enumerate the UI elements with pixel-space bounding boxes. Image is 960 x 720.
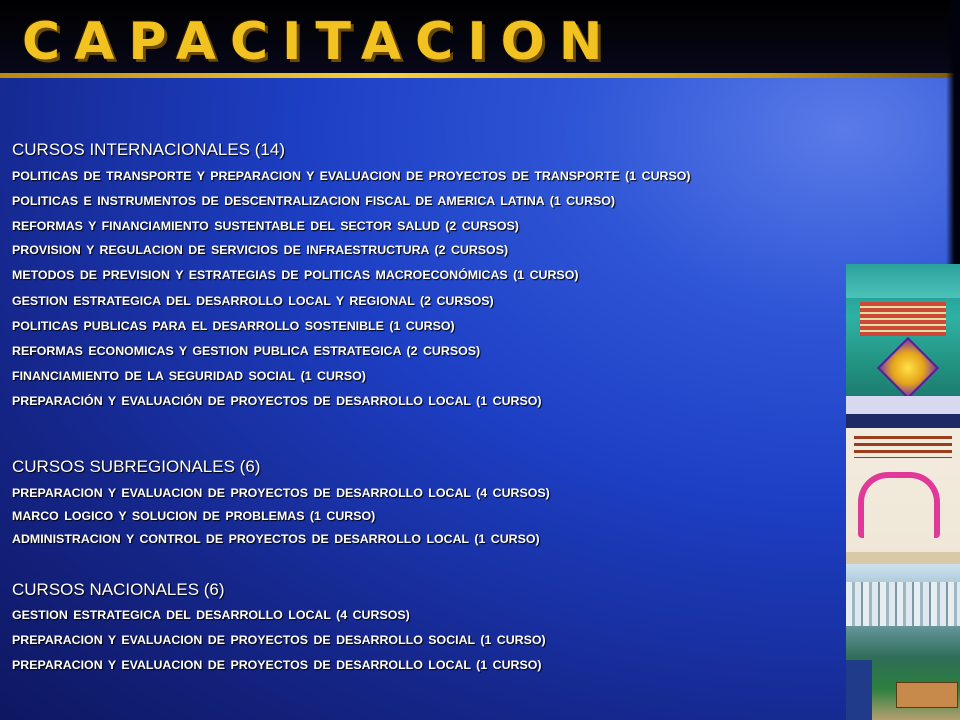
course-item: GESTION ESTRATEGICA DEL DESARROLLO LOCAL (4 CURSOS) bbox=[12, 608, 410, 622]
cover-title-art bbox=[854, 436, 952, 458]
cover-title-art bbox=[860, 302, 946, 336]
cover-emblem bbox=[877, 337, 939, 399]
section-heading-nacionales: CURSOS NACIONALES (6) bbox=[12, 580, 225, 599]
course-item: PREPARACION Y EVALUACION DE PROYECTOS DE DESARROLLO LOCAL (4 CURSOS) bbox=[12, 486, 550, 500]
cover-side-strip bbox=[846, 660, 872, 720]
course-item: MARCO LOGICO Y SOLUCION DE PROBLEMAS (1 CURSO) bbox=[12, 509, 376, 523]
course-item: FINANCIAMIENTO DE LA SEGURIDAD SOCIAL (1 CURSO) bbox=[12, 369, 366, 383]
course-item: REFORMAS Y FINANCIAMIENTO SUSTENTABLE DEL SECTOR SALUD (2 CURSOS) bbox=[12, 219, 519, 233]
course-item: PREPARACION Y EVALUACION DE PROYECTOS DE DESARROLLO SOCIAL (1 CURSO) bbox=[12, 633, 546, 647]
cover-emblem bbox=[858, 472, 940, 538]
book-cover-image-infraestructura bbox=[846, 414, 960, 564]
book-cover-image-descentralizacion bbox=[846, 264, 960, 414]
course-item: ADMINISTRACION Y CONTROL DE PROYECTOS DE DESARROLLO LOCAL (1 CURSO) bbox=[12, 532, 540, 546]
cover-header bbox=[846, 264, 960, 298]
slide-title: CAPACITACION bbox=[22, 12, 617, 72]
cover-footer bbox=[846, 396, 960, 414]
course-item: GESTION ESTRATEGICA DEL DESARROLLO LOCAL Y REGIONAL (2 CURSOS) bbox=[12, 294, 494, 308]
section-heading-internacionales: CURSOS INTERNACIONALES (14) bbox=[12, 140, 285, 159]
course-item: PREPARACION Y EVALUACION DE PROYECTOS DE DESARROLLO LOCAL (1 CURSO) bbox=[12, 658, 542, 672]
section-heading-subregionales: CURSOS SUBREGIONALES (6) bbox=[12, 457, 261, 476]
title-underline bbox=[0, 73, 960, 78]
course-item: POLITICAS DE TRANSPORTE Y PREPARACION Y EVALUACION DE PROYECTOS DE TRANSPORTE (1 CURSO) bbox=[12, 169, 691, 183]
cover-footer bbox=[846, 552, 960, 564]
course-item: PROVISION Y REGULACION DE SERVICIOS DE INFRAESTRUCTURA (2 CURSOS) bbox=[12, 243, 509, 257]
cover-city-skyline bbox=[846, 582, 960, 626]
course-item: REFORMAS ECONOMICAS Y GESTION PUBLICA ESTRATEGICA (2 CURSOS) bbox=[12, 344, 481, 358]
cover-header bbox=[846, 414, 960, 428]
course-item: PREPARACIÓN Y EVALUACIÓN DE PROYECTOS DE DESARROLLO LOCAL (1 CURSO) bbox=[12, 394, 542, 408]
course-item: POLITICAS PUBLICAS PARA EL DESARROLLO SOSTENIBLE (1 CURSO) bbox=[12, 319, 455, 333]
cover-label-box bbox=[896, 682, 958, 708]
book-cover-image-city bbox=[846, 564, 960, 720]
course-item: METODOS DE PREVISION Y ESTRATEGIAS DE POLITICAS MACROECONÓMICAS (1 CURSO) bbox=[12, 268, 579, 282]
course-item: POLITICAS E INSTRUMENTOS DE DESCENTRALIZACION FISCAL DE AMERICA LATINA (1 CURSO) bbox=[12, 194, 616, 208]
